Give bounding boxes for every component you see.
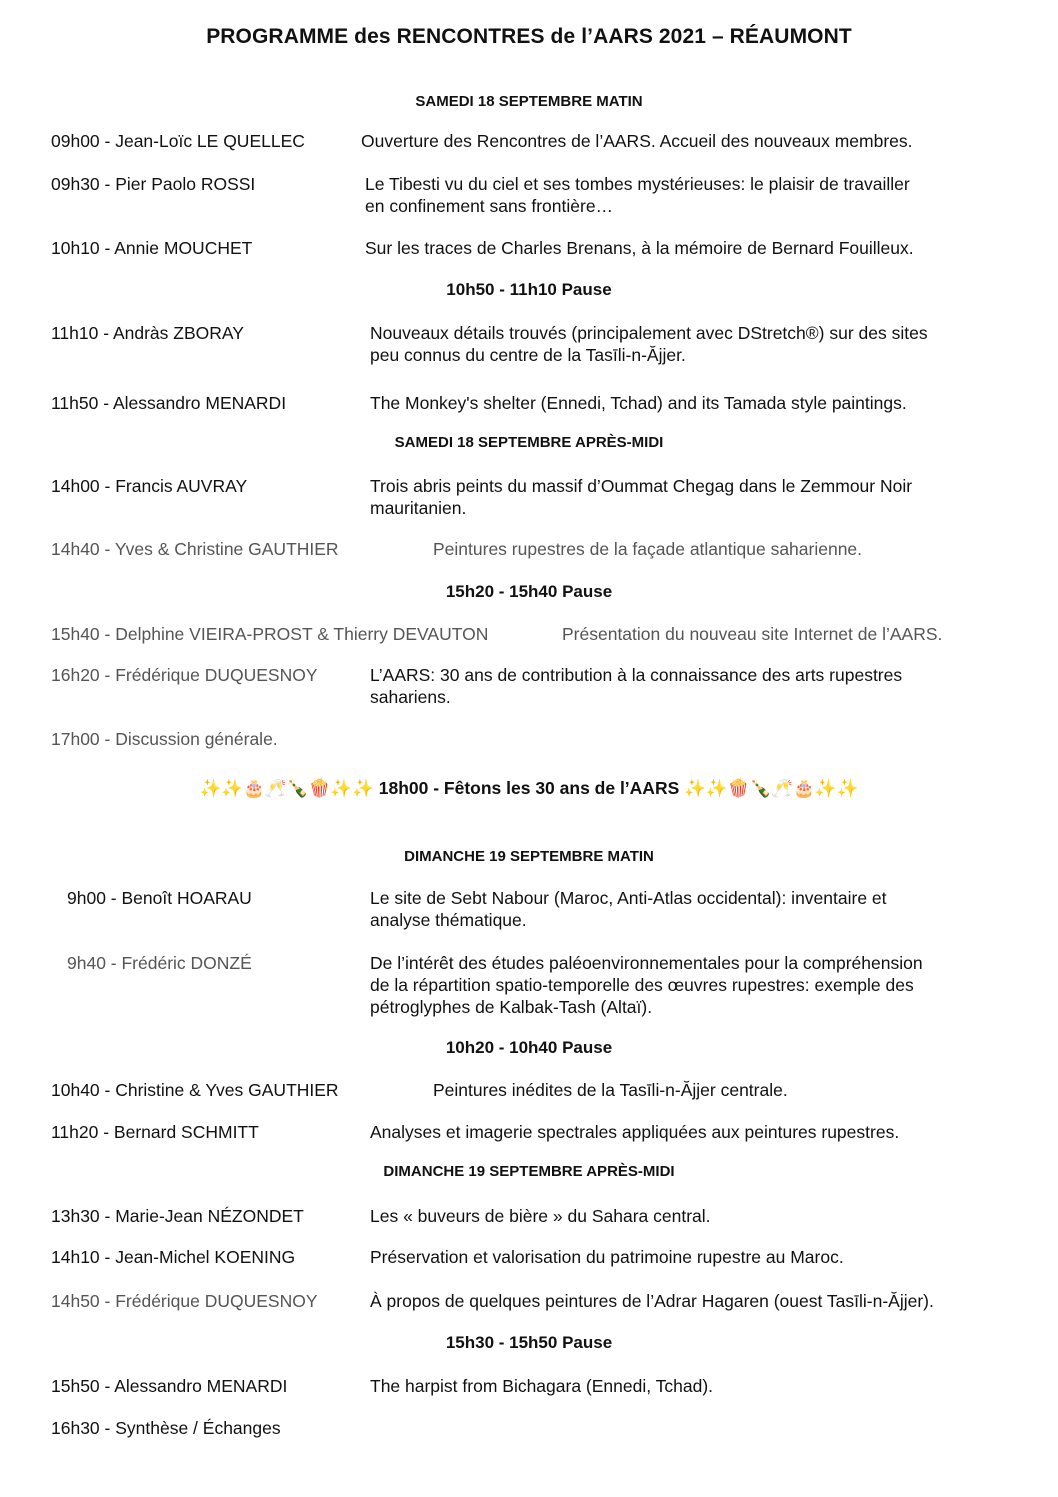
time-speaker: 16h20 - Frédérique DUQUESNOY: [51, 665, 318, 685]
time-speaker: 09h00 - Jean-Loïc LE QUELLEC: [51, 131, 305, 151]
talk-title: Peintures rupestres de la façade atlantique saharienne.: [433, 539, 863, 559]
celebration-emoji-right: ✨✨🍿🍾🥂🎂✨✨: [684, 779, 859, 799]
time-speaker: 9h00 - Benoît HOARAU: [67, 888, 252, 908]
time-speaker: 14h00 - Francis AUVRAY: [51, 476, 248, 496]
time-speaker: 16h30 - Synthèse / Échanges: [51, 1418, 281, 1438]
day-heading-saturday-morning: SAMEDI 18 SEPTEMBRE MATIN: [415, 93, 643, 110]
time-speaker: 11h20 - Bernard SCHMITT: [51, 1122, 259, 1142]
talk-title: Préservation et valorisation du patrimoine rupestre au Maroc.: [370, 1247, 844, 1267]
time-speaker: 15h50 - Alessandro MENARDI: [51, 1376, 288, 1396]
anniversary-celebration: [0, 778, 1058, 799]
talk-title: Le Tibesti vu du ciel et ses tombes mystérieuses: le plaisir de travailler en confinement sans frontière…: [365, 174, 910, 216]
talk-title: Les « buveurs de bière » du Sahara central.: [370, 1206, 711, 1226]
time-speaker: 09h30 - Pier Paolo ROSSI: [51, 174, 256, 194]
time-speaker: 11h10 - Andràs ZBORAY: [51, 323, 244, 343]
pause-label: 15h30 - 15h50 Pause: [445, 1333, 613, 1352]
time-speaker: 11h50 - Alessandro MENARDI: [51, 393, 287, 413]
celebration-text: 18h00 - Fêtons les 30 ans de l’AARS: [378, 778, 680, 798]
talk-title: Le site de Sebt Nabour (Maroc, Anti-Atlas occidental): inventaire et analyse thématique.: [370, 888, 887, 930]
talk-title: Nouveaux détails trouvés (principalement avec DStretch®) sur des sites peu connus du centre de la Tasīli-n-Ăjjer.: [370, 323, 928, 365]
time-speaker: 10h40 - Christine & Yves GAUTHIER: [51, 1080, 339, 1100]
talk-title: The harpist from Bichagara (Ennedi, Tchad).: [370, 1376, 714, 1396]
talk-title: Ouverture des Rencontres de l’AARS. Accueil des nouveaux membres.: [361, 131, 913, 151]
time-speaker: 15h40 - Delphine VIEIRA-PROST & Thierry DEVAUTON: [51, 624, 489, 644]
time-speaker: 14h50 - Frédérique DUQUESNOY: [51, 1291, 318, 1311]
talk-title: Trois abris peints du massif d’Oummat Chegag dans le Zemmour Noir mauritanien.: [370, 476, 913, 518]
talk-title: Analyses et imagerie spectrales appliquées aux peintures rupestres.: [370, 1122, 900, 1142]
pause-label: 10h50 - 11h10 Pause: [446, 280, 612, 299]
talk-title: Sur les traces de Charles Brenans, à la mémoire de Bernard Fouilleux.: [365, 238, 914, 258]
page-title: PROGRAMME des RENCONTRES de l’AARS 2021 – RÉAUMONT: [206, 25, 852, 48]
time-speaker: 14h10 - Jean-Michel KOENING: [51, 1247, 296, 1267]
day-heading-sunday-morning: DIMANCHE 19 SEPTEMBRE MATIN: [404, 848, 654, 865]
talk-title: L’AARS: 30 ans de contribution à la connaissance des arts rupestres sahariens.: [370, 665, 903, 707]
time-speaker: 9h40 - Frédéric DONZÉ: [67, 953, 252, 973]
talk-title: À propos de quelques peintures de l’Adrar Hagaren (ouest Tasīli-n-Ăjjer).: [370, 1291, 934, 1311]
day-heading-saturday-afternoon: SAMEDI 18 SEPTEMBRE APRÈS-MIDI: [394, 434, 664, 451]
time-speaker: 14h40 - Yves & Christine GAUTHIER: [51, 539, 339, 559]
pause-label: 15h20 - 15h40 Pause: [445, 582, 613, 601]
celebration-emoji-left: ✨✨🎂🥂🍾🍿✨✨: [199, 779, 374, 799]
pause-label: 10h20 - 10h40 Pause: [445, 1038, 613, 1057]
talk-title: Présentation du nouveau site Internet de l’AARS.: [562, 624, 943, 644]
time-speaker: 17h00 - Discussion générale.: [51, 729, 278, 749]
talk-title: Peintures inédites de la Tasīli-n-Ăjjer centrale.: [433, 1080, 788, 1100]
day-heading-sunday-afternoon: DIMANCHE 19 SEPTEMBRE APRÈS-MIDI: [383, 1163, 675, 1180]
time-speaker: 13h30 - Marie-Jean NÉZONDET: [51, 1206, 304, 1226]
time-speaker: 10h10 - Annie MOUCHET: [51, 238, 253, 258]
talk-title: De l’intérêt des études paléoenvironnementales pour la compréhension de la répartition spatio-temporelle des œuvres rupestres: exemple des pétroglyphes de Kalbak-Tash (Altaï).: [370, 953, 923, 1017]
talk-title: The Monkey's shelter (Ennedi, Tchad) and its Tamada style paintings.: [370, 393, 907, 413]
